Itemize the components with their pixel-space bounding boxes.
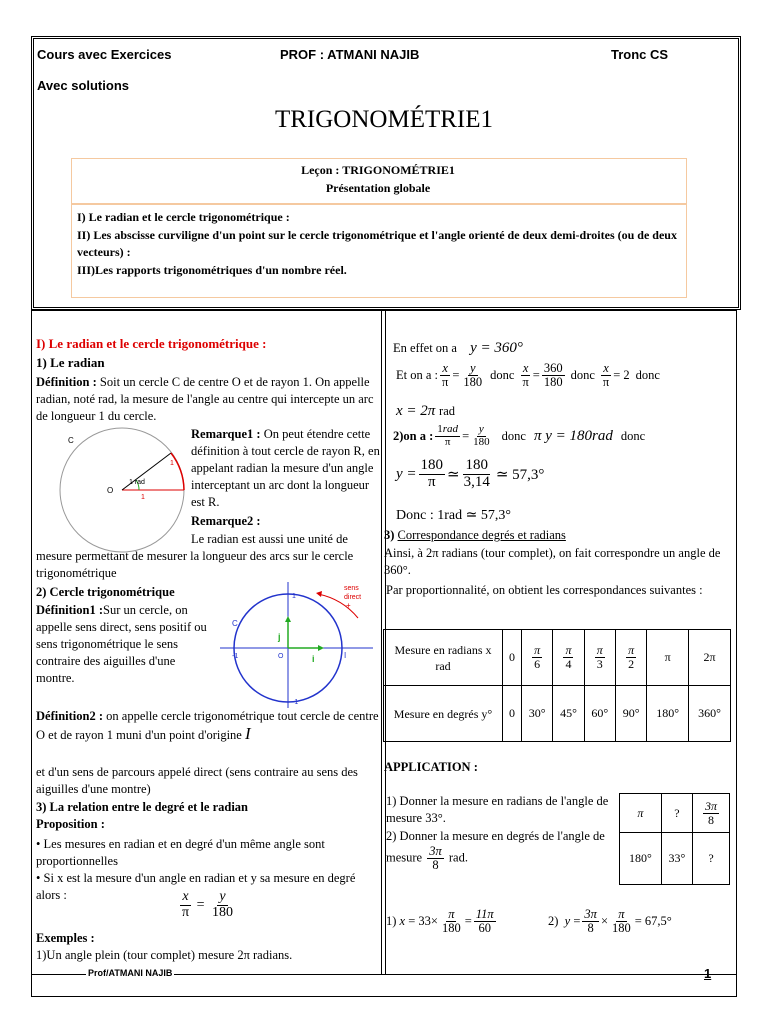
frac-1rad-pi: $\frac{\text{1rad}}{\pi}$ [437, 423, 459, 448]
pi-y-eq: π y = 180rad [533, 427, 613, 444]
footer-author: Prof/ATMANI NAJIB [88, 968, 173, 978]
section-title: I) Le radian et le cercle trigonométrique : [36, 336, 267, 351]
proposition-2-text: Si x est la mesure d'un angle en radian et y sa mesure en degré alors : [36, 871, 356, 902]
header-right: Tronc CS [611, 47, 669, 62]
table-cell: 0 [503, 686, 522, 742]
on-a-2-text: 2)on a : [393, 428, 434, 443]
x-2pi-line [396, 403, 455, 420]
fig2-sens: sens [344, 585, 359, 592]
lesson-line2: Présentation globale [325, 181, 431, 195]
lesson-item2: II) Les abscisse curviligne d'un point sur le cercle trigonométrique et l'angle orienté de deux demi-droites (ou de deux vecteurs) : [77, 228, 677, 259]
remark2-body: Le radian est aussi une unité de mesure permettant de mesurer la longueur des arcs sur le cercle trigonométrique [36, 532, 354, 580]
mini-row-2 [620, 833, 730, 885]
et-on-a-text: Et on a : [396, 368, 439, 383]
table-row-radians [384, 630, 731, 686]
bullet-1: • [36, 837, 44, 851]
ans2-y: 2) y = [548, 914, 581, 929]
subsection-circle: 2) Cercle trigonométrique [36, 585, 175, 599]
table-cell: 2π [689, 630, 731, 686]
bullet-2: • [36, 871, 44, 885]
fig2-c: C [232, 619, 238, 628]
fig1-one-a: 1 [170, 460, 174, 467]
header-left: Cours avec Exercices [37, 47, 172, 62]
donc-1rad: Donc : 1rad ≃ 57,3° [396, 508, 511, 523]
proposition-1 [36, 836, 381, 870]
ans2-result: = 67,5° [634, 914, 672, 929]
fig1-rad: 1 rad [129, 479, 145, 486]
origin-i: I [244, 724, 251, 743]
mini-cell: π [620, 794, 662, 833]
donc-4: donc [501, 428, 526, 443]
subsection-relation: 3) La relation entre le degré et le radian [36, 800, 248, 814]
header-sub: Avec solutions [37, 78, 129, 93]
definition-text: Soit un cercle C de centre O et de rayon 1. On appelle radian, noté rad, la mesure de l'angle au centre qui intercepte un arc de longueur 1 du cercle. [36, 375, 374, 423]
approx-line: y = $\frac{180}{\pi}$ ≃ $\frac{180}{3,14}$ ≃ 57,3° [396, 457, 545, 490]
conversion-table [383, 629, 731, 742]
table-cell: 45° [553, 686, 584, 742]
definition-label: Définition : [36, 375, 97, 389]
mini-row-1 [620, 794, 730, 833]
fig1-o: O [107, 486, 114, 495]
lesson-item3: III)Les rapports trigonométriques d'un nombre réel. [77, 263, 347, 277]
remark2-label: Remarque2 : [191, 514, 261, 528]
mini-cell: ? [693, 833, 730, 885]
subsection-radian: 1) Le radian [36, 355, 105, 370]
table-head-degrees: Mesure en degrés y° [384, 686, 503, 742]
fig2-direct: direct [344, 594, 362, 601]
frac-y-180-a: $\frac{y}{180}$ [463, 361, 483, 390]
table-cell: 90° [615, 686, 646, 742]
lesson-item1: I) Le radian et le cercle trigonométrique : [77, 210, 290, 224]
table-cell: 0 [503, 630, 522, 686]
direct-arrow-head [316, 591, 322, 597]
ainsi-text: Ainsi, à 2π radians (tour complet), on fait correspondre un angle de 360°. [384, 546, 721, 577]
frac-x-pi-c: $\frac{x}{\pi}$ [602, 361, 610, 390]
frac-11pi-60: $\frac{11\pi}{60}$ [475, 907, 494, 936]
frac-x-pi: $\frac{x}{\pi}$ [182, 889, 190, 920]
frac-pi-180-b: $\frac{\pi}{180}$ [612, 907, 631, 936]
frac-y-180-b: $\frac{y}{180}$ [473, 423, 490, 448]
mini-table [619, 793, 730, 885]
frac-pi-180-a: $\frac{\pi}{180}$ [441, 907, 461, 936]
remark1-text: On peut étendre cette définition à tout cercle de rayon R, en appelant radian la mesure d'un angle interceptant un arc dont la longueur est R. [191, 427, 380, 509]
y-eq: y = [396, 465, 417, 482]
table-cell: $\frac{\pi}{2}$ [615, 630, 646, 686]
on-a-2-line: 2)on a : $\frac{\text{1rad}}{\pi}$ = $\frac{y}{180}$ donc π y = 180rad donc [393, 423, 646, 448]
header-center: PROF : ATMANI NAJIB [280, 47, 420, 62]
definition1-text: Sur un cercle, on appelle sens direct, sens positif ou sens trigonométrique le sens contraire des aiguilles d'une montre. [36, 603, 207, 685]
table-row-degrees [384, 686, 731, 742]
fig2-minus1a: -1 [232, 653, 239, 660]
effet-line [393, 340, 523, 357]
examples-label: Exemples : [36, 931, 95, 945]
fig2-o: O [278, 653, 284, 660]
definition2-tail: et d'un sens de parcours appelé direct (sens contraire au sens des aiguilles d'une montre) [36, 765, 358, 796]
frac-180-314: $\frac{180}{3,14}$ [463, 457, 490, 490]
table-cell: $\frac{\pi}{3}$ [584, 630, 615, 686]
remark2-text [36, 531, 381, 582]
frac-3pi-8-a: $\frac{3\pi}{8}$ [584, 907, 597, 936]
eq-y-360: y = 360° [470, 340, 523, 356]
eq-2: = 2 [613, 368, 630, 383]
approx-value: ≃ 57,3° [495, 466, 545, 483]
application-title: APPLICATION : [384, 760, 478, 774]
mini-cell: 33° [661, 833, 692, 885]
definition1 [36, 602, 216, 687]
proposition-label: Proposition : [36, 817, 105, 831]
fig1-c: C [68, 436, 74, 445]
degree-formula: $\frac{x}{\pi}$ = $\frac{y}{180}$ [182, 889, 233, 920]
frac-180-pi: $\frac{180}{\pi}$ [420, 457, 444, 490]
table-cell: $\frac{\pi}{4}$ [553, 630, 584, 686]
fig2-jvec: j [278, 632, 281, 642]
ans1-x: 1) x = 33× [386, 914, 438, 929]
table-head-radians: Mesure en radians x rad [384, 630, 503, 686]
remark1 [191, 426, 381, 511]
example-1: 1)Un angle plein (tour complet) mesure 2π radians. [36, 948, 293, 962]
table-cell: 360° [689, 686, 731, 742]
frac-x-pi-a: $\frac{x}{\pi}$ [442, 361, 449, 390]
et-on-a-line: Et on a : $\frac{x}{\pi}$ = $\frac{y}{180}$ donc $\frac{x}{\pi}$ = $\frac{360}{180}$ donc $\frac{x}{\pi}$ = 2 donc [396, 361, 660, 390]
table-cell: $\frac{\pi}{6}$ [522, 630, 553, 686]
frac-360-180: $\frac{360}{180}$ [543, 361, 563, 390]
fig2-one: 1 [292, 593, 296, 600]
frac-3pi-8-q: $\frac{3\pi}{8}$ [429, 844, 442, 873]
proposition-1-text: Les mesures en radian et en degré d'un même angle sont proportionnelles [36, 837, 325, 868]
lesson-line1: Leçon : TRIGONOMÉTRIE1 [301, 163, 455, 177]
frac-x-pi-b: $\frac{x}{\pi}$ [522, 361, 529, 390]
vector-j-head [285, 616, 291, 622]
answer-2: 2) y = $\frac{3\pi}{8}$ × $\frac{\pi}{180}$ = 67,5° [548, 907, 672, 936]
answer-1: 1) x = 33× $\frac{\pi}{180}$ = $\frac{11\pi}{60}$ [386, 907, 494, 936]
s3-title: Correspondance degrés et radians [397, 528, 566, 542]
page-number: 1 [704, 966, 712, 981]
x-eq-2pi: x = 2π [396, 403, 436, 419]
mini-cell: $\frac{3\pi}{8}$ [693, 794, 730, 833]
table-cell: 60° [584, 686, 615, 742]
definition2-text: on appelle cercle trigonométrique tout cercle de centre O et de rayon 1 muni d'un point d'origine [36, 709, 379, 742]
fig2-minus1b: -1 [292, 699, 299, 706]
fig2-i-point: I [344, 651, 347, 660]
donc-3: donc [635, 368, 660, 383]
vector-i-head [318, 645, 324, 651]
definition2-label: Définition2 : [36, 709, 104, 723]
definition-radian [36, 374, 376, 425]
definition2 [36, 708, 381, 744]
question-1: 1) Donner la mesure en radians de l'angle de mesure 33°. [386, 794, 609, 825]
mini-cell: 180° [620, 833, 662, 885]
rad-unit: rad [439, 404, 456, 418]
trig-circle-figure [218, 580, 378, 710]
subsection-correspondance [384, 528, 566, 543]
table-cell: 30° [522, 686, 553, 742]
question-2: 2) Donner la mesure en degrés de l'angle de mesure $\frac{3\pi}{8}$ rad. [386, 829, 605, 873]
fig2-plus: + [346, 601, 351, 610]
question-2-text: 2) Donner la mesure en degrés de l'angle de mesure [386, 829, 605, 865]
donc-2: donc [570, 368, 595, 383]
fig1-one-b: 1 [141, 494, 145, 501]
s3-label: 3) [384, 528, 395, 542]
table-cell: 180° [647, 686, 689, 742]
page-title: TRIGONOMÉTRIE1 [274, 106, 494, 133]
donc-1: donc [490, 368, 515, 383]
donc-5: donc [620, 428, 646, 443]
remark1-label: Remarque1 : [191, 427, 261, 441]
mini-cell: ? [661, 794, 692, 833]
table-cell: π [647, 630, 689, 686]
definition1-label: Définition1 : [36, 603, 104, 617]
effet-text: En effet on a [393, 341, 457, 355]
unit-arc [171, 453, 184, 490]
lesson-divider [72, 203, 686, 205]
proportion-text: Par proportionnalité, on obtient les correspondances suivantes : [386, 583, 703, 597]
frac-y-180: $\frac{y}{180}$ [211, 889, 233, 920]
fig2-ivec: i [312, 654, 315, 664]
